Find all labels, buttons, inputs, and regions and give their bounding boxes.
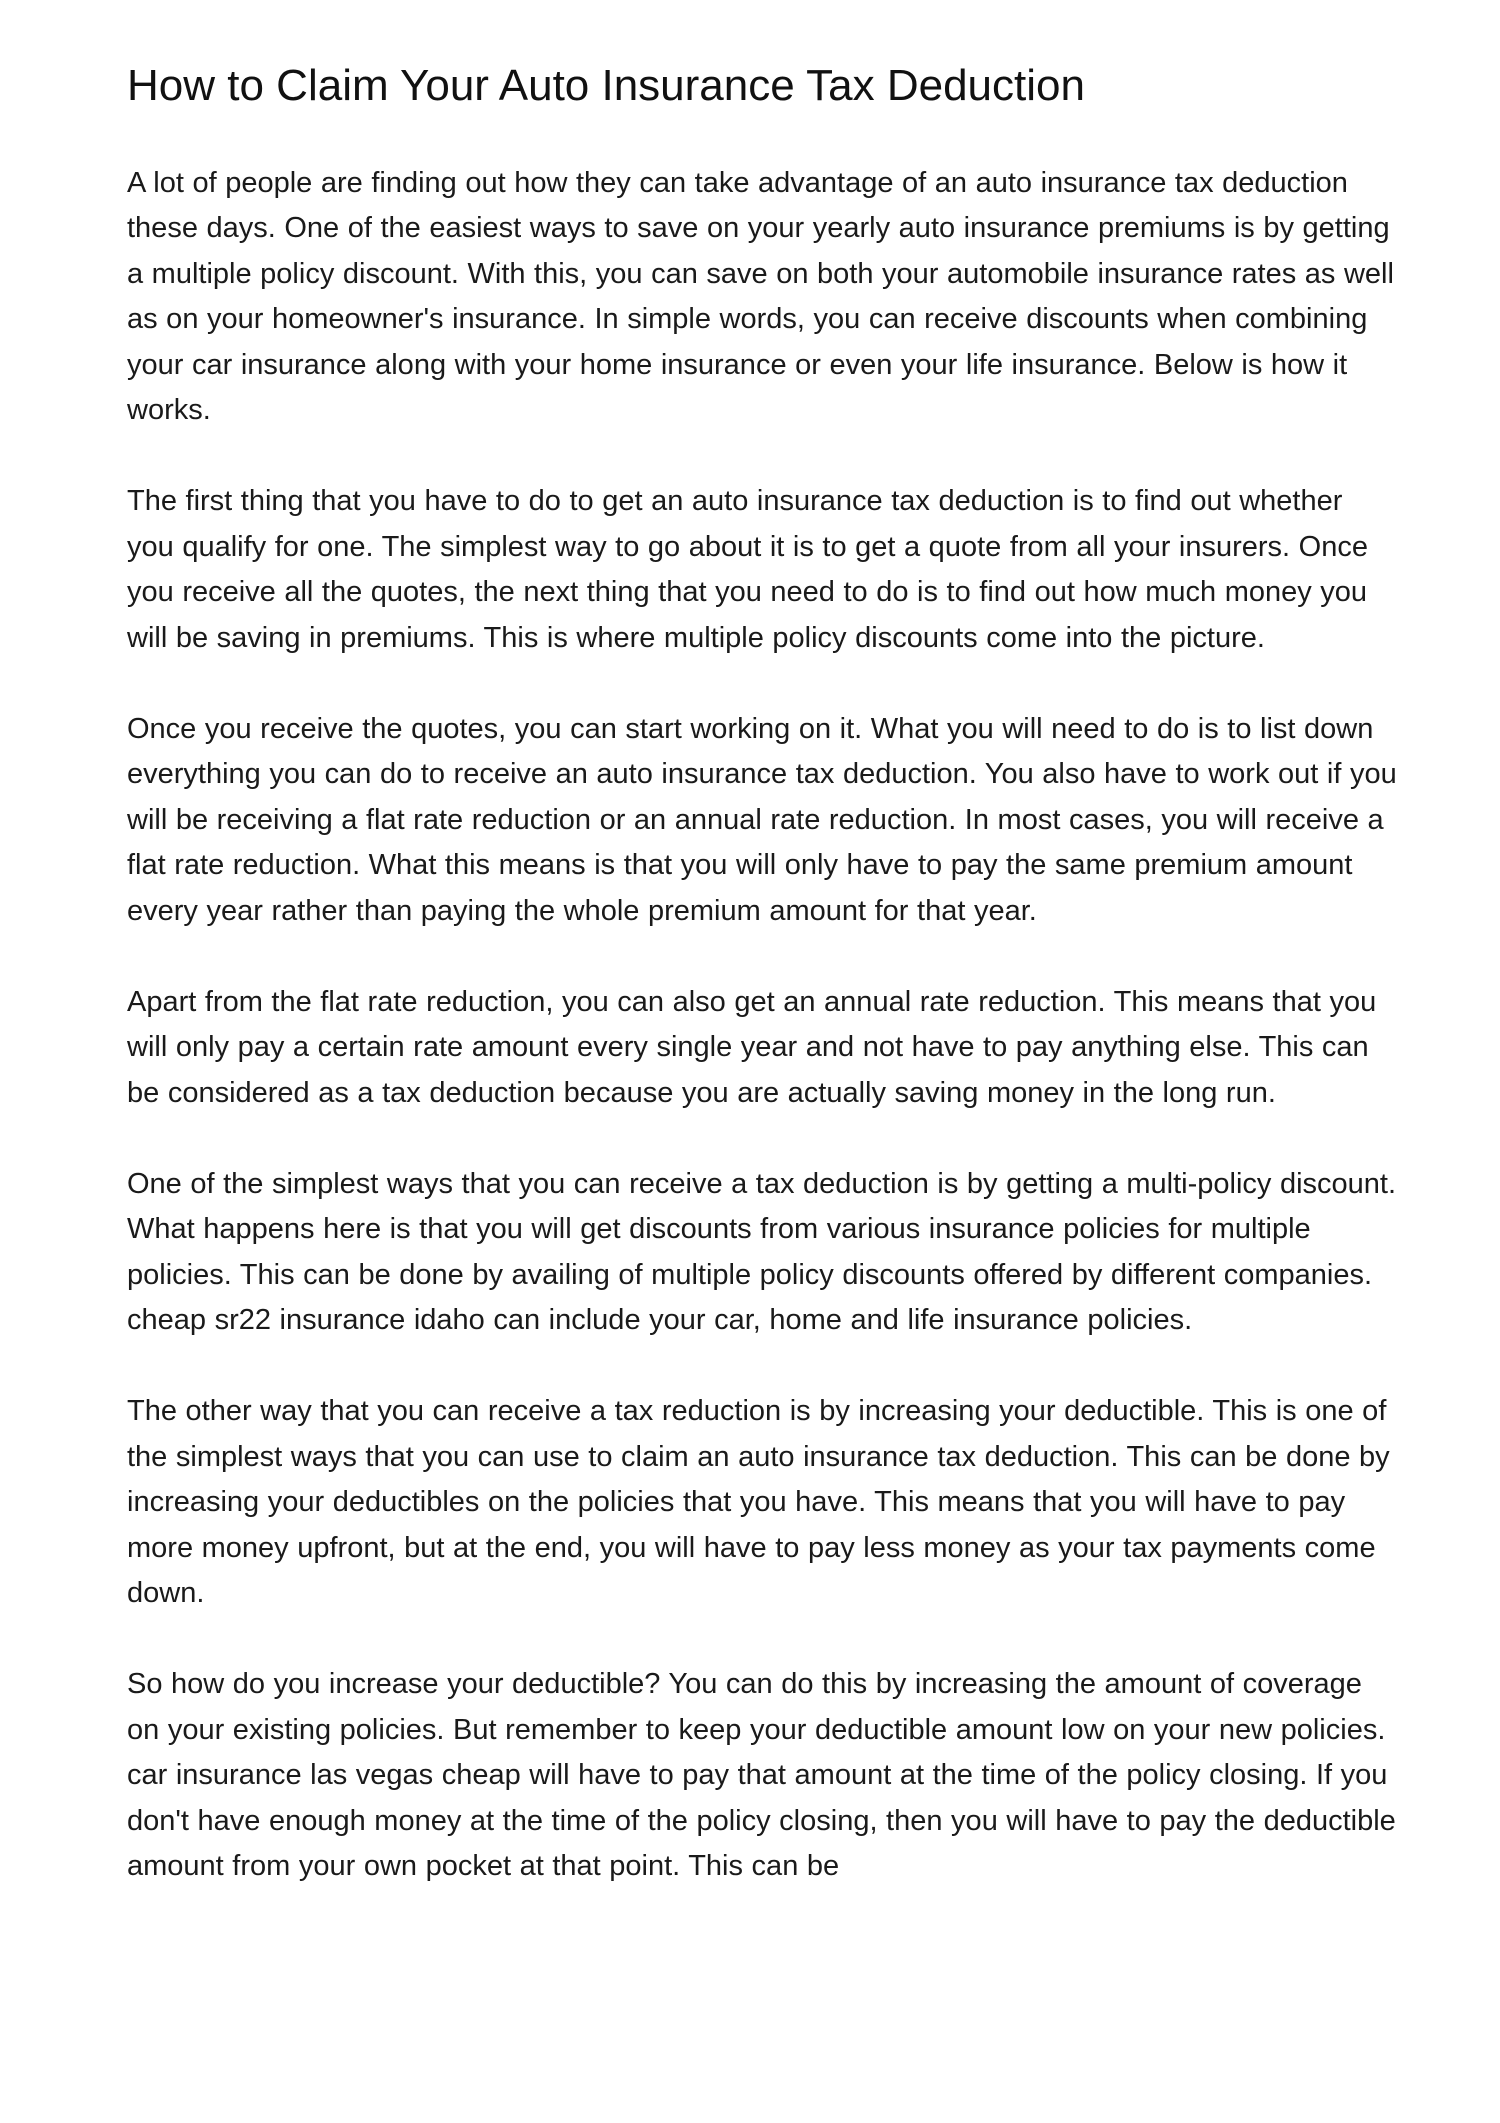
paragraph-1: A lot of people are finding out how they can take advantage of an auto insurance tax deduction these days. One of the easiest ways to save on your yearly auto insurance premiums is by getting a multiple policy discount. With this, you can save on both your automobile insurance rates as well as on your homeowner's insurance. In simple words, you can receive discounts when combining your car insurance along with your home insurance or even your life insurance. Below is how it works. (127, 166, 1394, 427)
paragraph-4: Apart from the flat rate reduction, you can also get an annual rate reduction. This means that you will only pay a certain rate amount every single year and not have to pay anything else. This can be considered as a tax deduction because you are actually saving money in the long run. (127, 985, 1377, 1109)
document-title: How to Claim Your Auto Insurance Tax Deduction (127, 61, 1085, 110)
paragraph-7: So how do you increase your deductible? You can do this by increasing the amount of coverage on your existing policies. But remember to keep your deductible amount low on your new policies. car insurance las vegas cheap will have to pay that amount at the time of the policy closing. If you don't have enough money at the time of the policy closing, then you will have to pay the deductible amount from your own pocket at that point. This can be (127, 1668, 1396, 1883)
paragraph-2: The first thing that you have to do to get an auto insurance tax deduction is to find out whether you qualify for one. The simplest way to go about it is to get a quote from all your insurers. Once you receive all the quotes, the next thing that you need to do is to find out how much money you will be saving in premiums. This is where multiple policy discounts come into the picture. (127, 485, 1368, 654)
document-page (127, 60, 1397, 1935)
paragraph-3: Once you receive the quotes, you can start working on it. What you will need to do is to list down everything you can do to receive an auto insurance tax deduction. You also have to work out if you will be receiving a flat rate reduction or an annual rate reduction. In most cases, you will receive a flat rate reduction. What this means is that you will only have to pay the same premium amount every year rather than paying the whole premium amount for that year. (127, 712, 1397, 927)
paragraph-6: The other way that you can receive a tax reduction is by increasing your deductible. This is one of the simplest ways that you can use to claim an auto insurance tax deduction. This can be done by increasing your deductibles on the policies that you have. This means that you will have to pay more money upfront, but at the end, you will have to pay less money as your tax payments come down. (127, 1395, 1390, 1610)
paragraph-5: One of the simplest ways that you can receive a tax deduction is by getting a multi-policy discount. What happens here is that you will get discounts from various insurance policies for multiple policies. This can be done by availing of multiple policy discounts offered by different companies. cheap sr22 insurance idaho can include your car, home and life insurance policies. (127, 1167, 1397, 1337)
